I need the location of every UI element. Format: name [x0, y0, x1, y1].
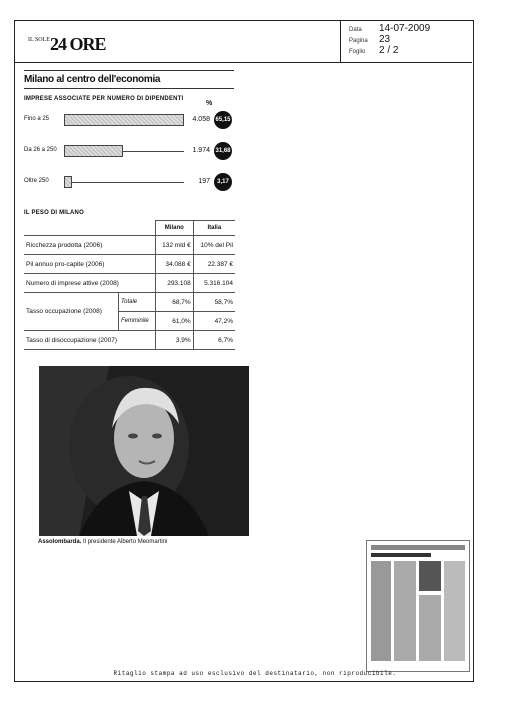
row-label: Numero di imprese attive (2008): [24, 274, 155, 293]
percent-badge: 31,68: [214, 142, 232, 160]
date-label: Data: [349, 27, 362, 33]
table-row: [24, 293, 235, 312]
row-label: Tasso occupazione (2008): [24, 293, 119, 331]
article-title: Milano al centro dell'economia: [24, 74, 161, 85]
percent-header: %: [206, 100, 213, 107]
bar-value-label: 1.974: [192, 147, 210, 154]
newspaper-logo: [28, 34, 105, 55]
row-italia: 10% del Pil: [193, 236, 235, 255]
caption-bold: Assolombarda.: [38, 539, 82, 545]
row-sub-label: Totale: [119, 293, 156, 312]
date-value: 14-07-2009: [379, 23, 431, 34]
row-milano: 61,0%: [155, 312, 193, 331]
row-italia: 6,7%: [193, 331, 235, 350]
bar-value-label: 197: [198, 178, 210, 185]
peso-table: [24, 220, 235, 350]
row-milano: 293.108: [155, 274, 193, 293]
photo-caption: [38, 539, 167, 545]
bar-track: [64, 182, 184, 183]
rule-title: [24, 88, 234, 89]
thumbnail-image: [367, 541, 469, 671]
bar-category-label: Oltre 250: [24, 178, 49, 184]
percent-badge: 3,17: [214, 173, 232, 191]
row-milano: 34.088 €: [155, 255, 193, 274]
portrait-illustration: [39, 366, 249, 536]
table-header-milano: Milano: [155, 221, 193, 236]
row-milano: 68,7%: [155, 293, 193, 312]
sheet-value: 2 / 2: [379, 45, 399, 56]
page-value: 23: [379, 34, 391, 45]
footer-note: Ritaglio stampa ad uso esclusivo del destinatario, non riproducibile.: [113, 670, 397, 677]
section2-title: IL PESO DI MILANO: [24, 210, 84, 216]
row-italia: 5.316.104: [193, 274, 235, 293]
row-label: Pil annuo pro-capite (2006): [24, 255, 155, 274]
table-header-row: [24, 221, 235, 236]
table-header-italia: Italia: [193, 221, 235, 236]
bar: [64, 114, 184, 126]
row-label: Tasso di disoccupazione (2007): [24, 331, 155, 350]
page-thumbnail: [366, 540, 470, 672]
bar-category-label: Fino a 25: [24, 116, 50, 122]
row-label: Ricchezza prodotta (2006): [24, 236, 155, 255]
sheet-label: Foglio: [349, 49, 366, 55]
logo-text: 24 ORE: [49, 34, 106, 54]
bar: [64, 176, 72, 188]
table-row: [24, 274, 235, 293]
table-row: [24, 255, 235, 274]
portrait-photo: [39, 366, 249, 536]
row-italia: 47,2%: [193, 312, 235, 331]
caption-text: Il presidente Alberto Meomartini: [81, 539, 168, 545]
bar: [64, 145, 123, 157]
meta-box: [340, 20, 473, 62]
rule-top: [24, 70, 234, 71]
table-row: [24, 236, 235, 255]
bar-category-label: Da 26 a 250: [24, 147, 57, 153]
chart-subtitle: IMPRESE ASSOCIATE PER NUMERO DI DIPENDENTI: [24, 96, 184, 102]
bar-value-label: 4.058: [192, 116, 210, 123]
logo-prefix: IL SOLE: [28, 37, 50, 43]
row-italia: 22.387 €: [193, 255, 235, 274]
row-italia: 58,7%: [193, 293, 235, 312]
table-row: [24, 331, 235, 350]
row-milano: 132 mld €: [155, 236, 193, 255]
row-sub-label: Femminile: [119, 312, 156, 331]
row-milano: 3,9%: [155, 331, 193, 350]
page-label: Pagina: [349, 38, 368, 44]
percent-badge: 65,15: [214, 111, 232, 129]
table-header-empty: [24, 221, 155, 236]
